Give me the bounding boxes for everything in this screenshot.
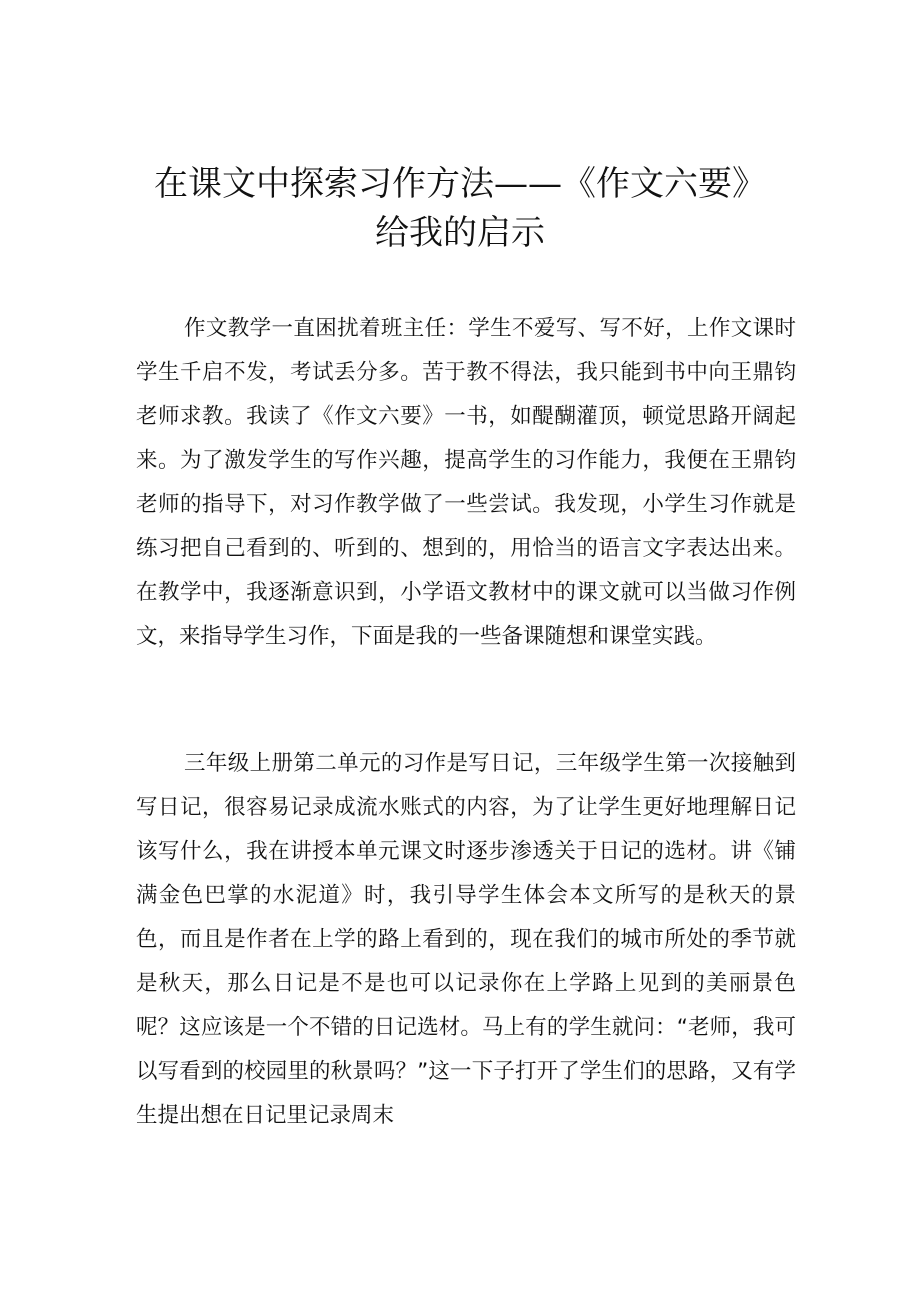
paragraph-2: 三年级上册第二单元的习作是写日记，三年级学生第一次接触到写日记，很容易记录成流水账式的内容，为了让学生更好地理解日记该写什么，我在讲授本单元课文时逐步渗透关于日记的选材。讲《铺满金色巴掌的水泥道》时，我引导学生体会本文所写的是秋天的景色，而且是作者在上学的路上看到的，现在我们的城市所处的季节就是秋天，那么日记是不是也可以记录你在上学路上见到的美丽景色呢？这应该是一个不错的日记选材。马上有的学生就问：“老师，我可以写看到的校园里的秋景吗？”这一下子打开了学生们的思路，又有学生提出想在日记里记录周末: [136, 751, 796, 1128]
document-title-line-1: 在课文中探索习作方法——《作文六要》: [154, 164, 766, 204]
paragraph-1: 作文教学一直困扰着班主任：学生不爱写、写不好，上作文课时学生千启不发，考试丢分多。苦于教不得法，我只能到书中向王鼎钧老师求教。我读了《作文六要》一书，如醍醐灌顶，顿觉思路开阔起来。为了激发学生的写作兴趣，提高学生的习作能力，我便在王鼎钧老师的指导下，对习作教学做了一些尝试。我发现，小学生习作就是练习把自己看到的、听到的、想到的，用恰当的语言文字表达出来。在教学中，我逐渐意识到，小学语文教材中的课文就可以当做习作例文，来指导学生习作，下面是我的一些备课随想和课堂实践。: [136, 316, 796, 649]
document-title-line-2: 给我的启示: [375, 213, 545, 253]
